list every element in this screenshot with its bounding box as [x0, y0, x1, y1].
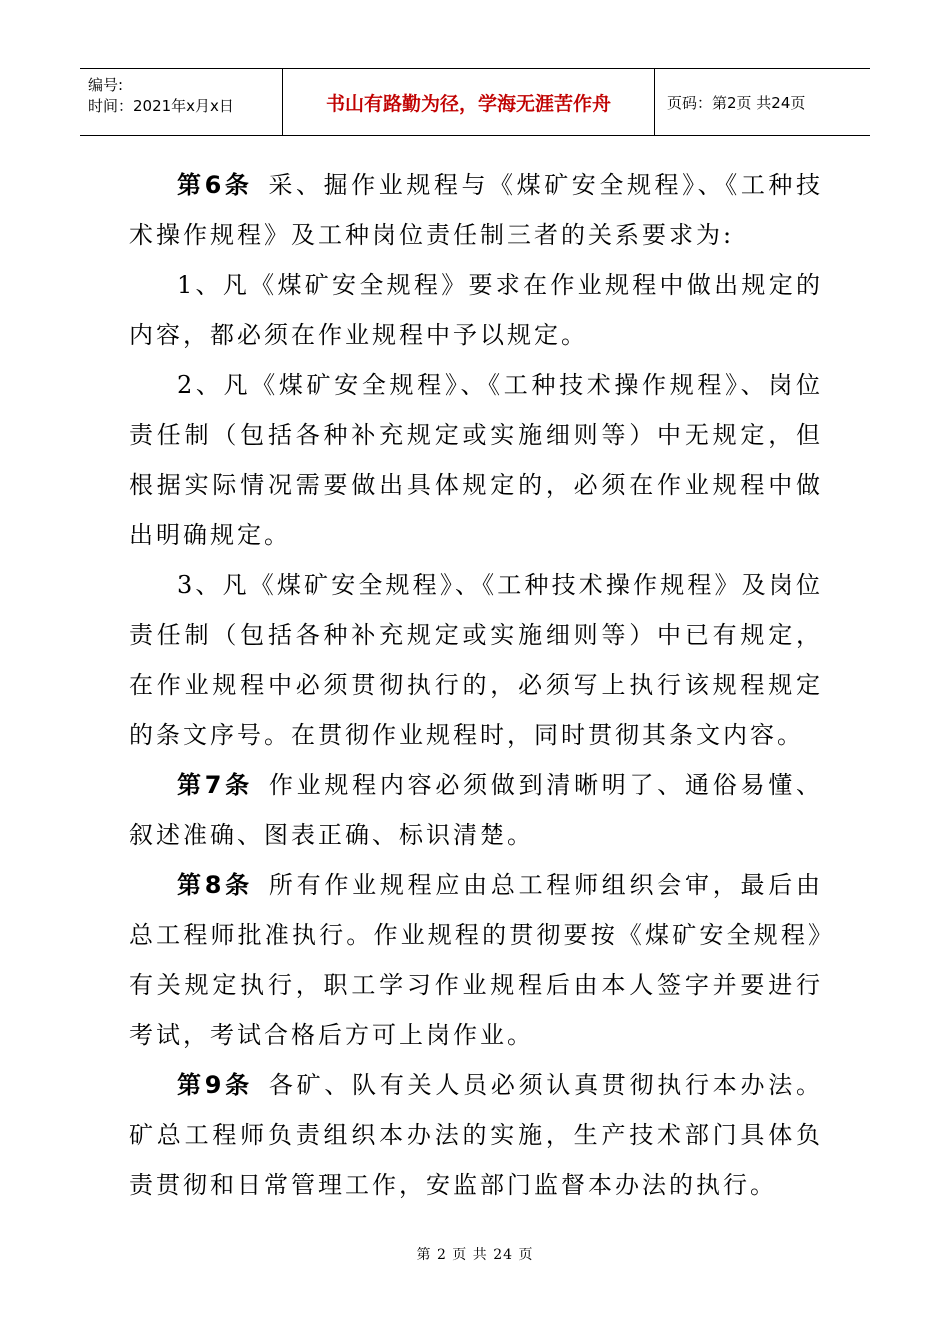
- document-number-label: 编号:: [88, 76, 124, 94]
- paragraph-text: 3、凡《煤矿安全规程》、《工种技术操作规程》及岗位责任制（包括各种补充规定或实施细则等）中已有规定，在作业规程中必须贯彻执行的，必须写上执行该规程规定的条文序号。在贯彻作业规程时，同时贯彻其条文内容。: [129, 571, 823, 749]
- article-number: 第8条: [177, 871, 253, 899]
- paragraph-item-3: [129, 560, 823, 760]
- article-number: 第9条: [177, 1071, 253, 1099]
- paragraph-text: 各矿、队有关人员必须认真贯彻执行本办法。矿总工程师负责组织本办法的实施，生产技术部门具体负责贯彻和日常管理工作，安监部门监督本办法的执行。: [129, 1071, 823, 1199]
- paragraph-article-6: [129, 160, 823, 260]
- page-footer: 第 2 页 共 24 页: [416, 1247, 534, 1263]
- article-number: 第7条: [177, 771, 253, 799]
- paragraph-text: 1、凡《煤矿安全规程》要求在作业规程中做出规定的内容，都必须在作业规程中予以规定。: [129, 271, 823, 349]
- header-page-info: 页码：第2页 共24页: [667, 93, 806, 112]
- article-number: 第6条: [177, 171, 253, 199]
- paragraph-text: 2、凡《煤矿安全规程》、《工种技术操作规程》、岗位责任制（包括各种补充规定或实施细则等）中无规定，但根据实际情况需要做出具体规定的，必须在作业规程中做出明确规定。: [129, 371, 823, 549]
- paragraph-item-2: [129, 360, 823, 560]
- header-left-cell: [80, 69, 283, 135]
- paragraph-text: 作业规程内容必须做到清晰明了、通俗易懂、叙述准确、图表正确、标识清楚。: [129, 771, 823, 849]
- paragraph-article-7: [129, 760, 823, 860]
- paragraph-text: 采、掘作业规程与《煤矿安全规程》、《工种技术操作规程》及工种岗位责任制三者的关系要求为:: [129, 171, 823, 249]
- paragraph-article-8: [129, 860, 823, 1060]
- paragraph-item-1: [129, 260, 823, 360]
- paragraph-text: 所有作业规程应由总工程师组织会审，最后由总工程师批准执行。作业规程的贯彻要按《煤矿安全规程》有关规定执行，职工学习作业规程后由本人签字并要进行考试，考试合格后方可上岗作业。: [129, 871, 823, 1049]
- document-body: [129, 160, 823, 1210]
- header-table: [80, 68, 870, 136]
- paragraph-article-9: [129, 1060, 823, 1210]
- document-time-label: 时间：2021年x月x日: [88, 97, 234, 115]
- header-motto: 书山有路勤为径，学海无涯苦作舟: [283, 69, 655, 135]
